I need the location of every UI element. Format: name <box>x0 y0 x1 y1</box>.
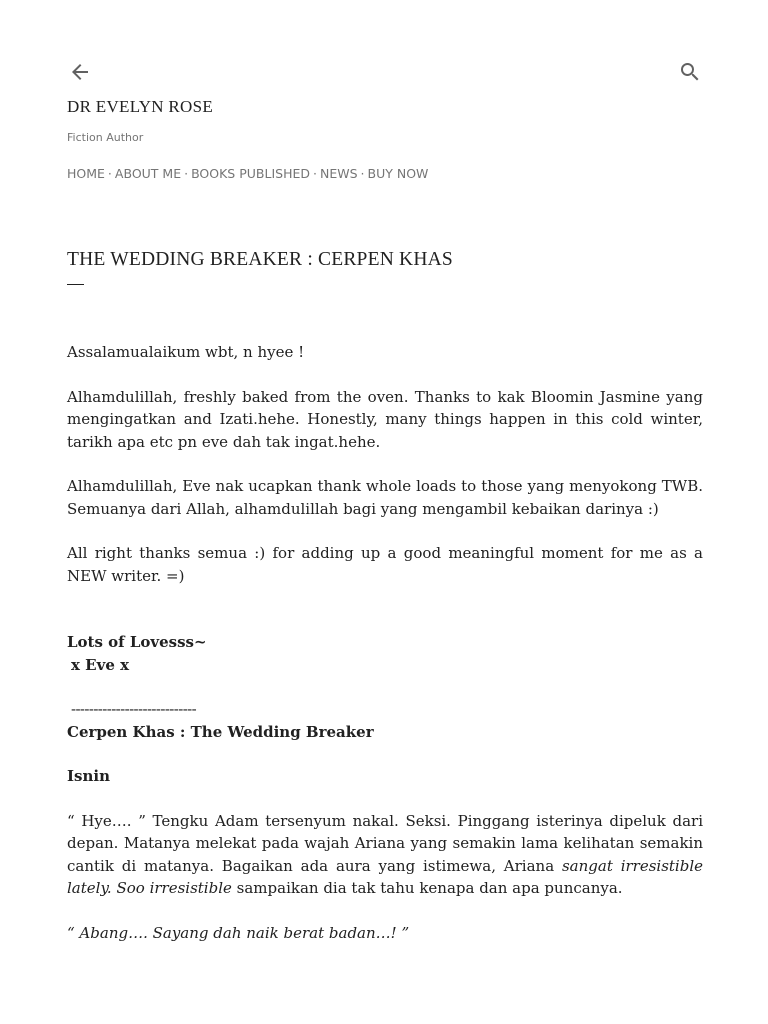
story-italic-text: sangat irresistible lately. Soo irresistible <box>67 856 703 897</box>
section-divider: ---------------------------- <box>71 700 197 718</box>
post-title: THE WEDDING BREAKER : CERPEN KHAS <box>67 249 453 270</box>
story-paragraph-2: “ Abang…. Sayang dah naik berat badan…! ” <box>67 923 410 942</box>
intro-paragraph-3: All right thanks semua :) for adding up a good meaningful moment for me as a NEW writer. =) <box>67 544 703 585</box>
nav-separator: · <box>184 166 189 181</box>
back-button[interactable] <box>66 58 94 86</box>
top-bar <box>66 58 704 88</box>
story-day: Isnin <box>67 767 110 785</box>
post-body <box>67 341 703 944</box>
site-tagline: Fiction Author <box>67 131 144 144</box>
signoff-name: x Eve x <box>71 655 130 674</box>
nav-item-news[interactable]: NEWS <box>319 166 358 181</box>
intro-paragraph-2: Alhamdulillah, Eve nak ucapkan thank whole loads to those yang menyokong TWB. Semuanya dari Allah, alhamdulillah bagi yang mengambil kebaikan darinya :) <box>67 477 703 518</box>
story-paragraph-1 <box>67 810 703 900</box>
title-divider <box>67 284 84 285</box>
signoff-line: Lots of Lovesss~ <box>67 633 207 651</box>
search-icon <box>678 60 702 84</box>
search-button[interactable] <box>676 58 704 86</box>
nav-separator: · <box>313 166 317 181</box>
site-title[interactable]: DR EVELYN ROSE <box>67 97 214 116</box>
intro-paragraph-1: Alhamdulillah, freshly baked from the oven. Thanks to kak Bloomin Jasmine yang mengingatkan and Izati.hehe. Honestly, many things happen in this cold winter, tarikh apa etc pn eve dah tak ingat.hehe. <box>67 387 703 451</box>
nav-item-books-published[interactable]: BOOKS PUBLISHED <box>191 166 310 181</box>
nav-separator: · <box>360 166 365 181</box>
nav-item-about-me[interactable]: ABOUT ME <box>114 166 182 181</box>
nav-separator: · <box>107 166 112 181</box>
story-text: sampaikan dia tak tahu kenapa dan apa puncanya. <box>231 879 623 897</box>
story-text: “ Hye…. ” Tengku Adam tersenyum nakal. Seksi. Pinggang isterinya dipeluk dari depan. Matanya melekat pada wajah Ariana yang semakin lama kelihatan semakin cantik di matanya. Bagaikan ada aura yang istimewa, Ariana <box>67 811 703 875</box>
greeting: Assalamualaikum wbt, n hyee ! <box>67 343 305 361</box>
story-heading: Cerpen Khas : The Wedding Breaker <box>67 722 374 741</box>
arrow-left-icon <box>68 60 92 84</box>
nav-item-buy-now[interactable]: BUY NOW <box>367 166 429 181</box>
nav-item-home[interactable]: HOME <box>67 166 105 181</box>
main-nav <box>67 166 428 181</box>
